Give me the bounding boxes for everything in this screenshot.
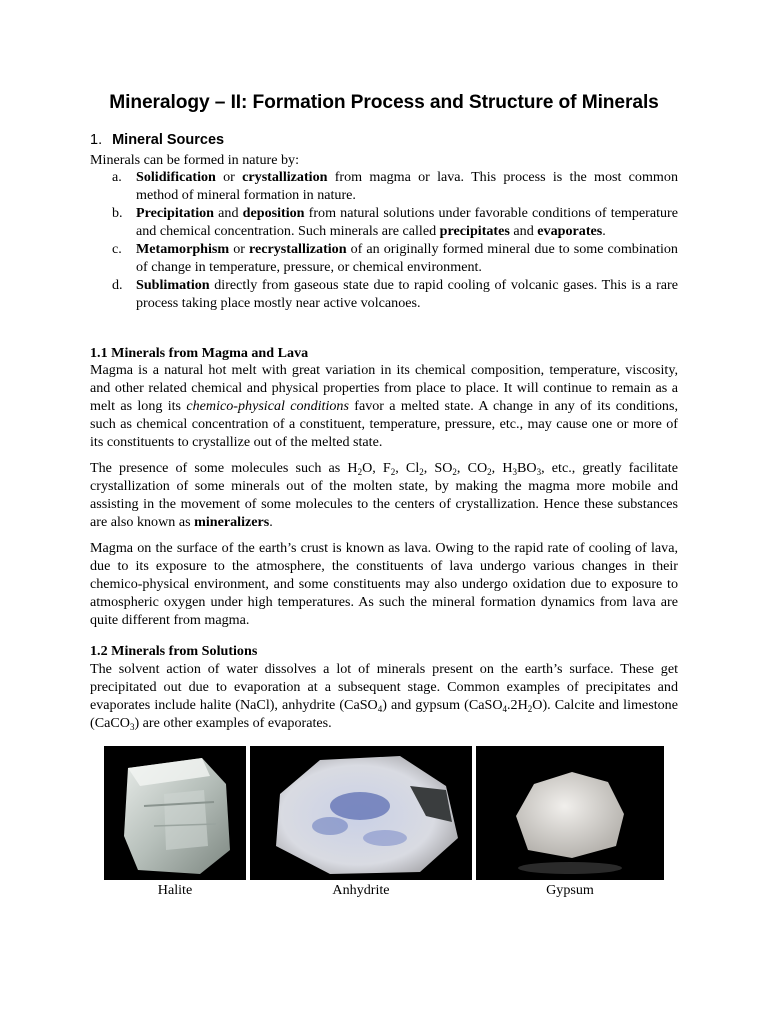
text-run: and	[214, 205, 243, 221]
list-item	[90, 276, 678, 312]
list-item	[90, 240, 678, 276]
bold-term: mineralizers	[194, 514, 270, 530]
subscript: 2	[452, 467, 457, 477]
subscript: 2	[527, 704, 533, 714]
text-run: of an originally formed mineral due to some combination of change in temperature, pressure, or chemical environment.	[136, 241, 678, 275]
text-run: and	[509, 223, 538, 239]
text-run: ) and gypsum (CaSO	[382, 697, 503, 713]
section-1-2-paragraph-1	[90, 660, 678, 732]
gypsum-caption: Gypsum	[546, 882, 594, 898]
section-1-heading	[90, 132, 224, 148]
bold-term: crystallization	[242, 169, 328, 185]
bold-term: Sublimation	[136, 277, 210, 293]
text-run: O). Calcite and limestone (CaCO	[90, 697, 678, 731]
list-item-text	[136, 205, 678, 239]
bold-term: evaporates	[537, 223, 603, 239]
text-run: or	[229, 241, 249, 257]
bold-term: Metamorphism	[136, 241, 230, 257]
halite-photo	[104, 746, 246, 880]
list-item	[90, 204, 678, 240]
text-run: , SO	[423, 460, 453, 476]
subscript: 3	[129, 722, 135, 732]
section-1-1-paragraph-2	[90, 459, 678, 531]
subscript: 2	[419, 467, 424, 477]
gypsum-photo	[476, 746, 664, 880]
list-marker: c.	[112, 241, 122, 257]
list-marker: b.	[112, 205, 123, 221]
anhydrite-caption: Anhydrite	[332, 882, 390, 898]
text-run: Magma is a natural hot melt with great variation in its chemical composition, temperature, viscosity, and other related chemical and physical properties from place to place. It will continue to remain as a melt as long its	[90, 362, 678, 414]
list-item-text	[136, 277, 678, 311]
list-item-text	[136, 169, 678, 203]
section-1-title: Mineral Sources	[112, 132, 225, 148]
text-run: Magma on the surface of the earth’s crust is known as lava. Owing to the rapid rate of cooling of lava, due to its exposure to the atmosphere, the constituents of lava undergo various changes in their chemico-physical environment, and some constituents may also undergo oxidation due to exposure to atmospheric oxygen under high temperatures. As such the mineral formation dynamics from lava are quite different from magma.	[90, 540, 678, 628]
anhydrite-photo	[250, 746, 472, 880]
bold-term: precipitates	[439, 223, 510, 239]
bold-term: recrystallization	[248, 241, 347, 257]
text-run: , H	[491, 460, 513, 476]
subscript: 3	[536, 467, 542, 477]
text-run: from magma or lava. This process is the most common method of mineral formation in nature.	[136, 169, 678, 203]
subscript: 4	[377, 704, 383, 714]
text-run: The presence of some molecules such as H	[90, 460, 358, 476]
text-run: from natural solutions under favorable conditions of temperature and chemical concentration. Such minerals are called	[136, 205, 678, 239]
text-run: .	[269, 514, 273, 530]
text-run: The solvent action of water dissolves a lot of minerals present on the earth’s surface. These get precipitated out due to evaporation at a subsequent stage. Common examples of precipitates and evaporates include halite (NaCl), anhydrite (CaSO	[90, 661, 678, 713]
section-1-intro: Minerals can be formed in nature by:	[90, 152, 299, 168]
text-run: ) are other examples of evaporates.	[134, 715, 332, 731]
text-run: .2H	[507, 697, 528, 713]
section-1-1-heading: 1.1 Minerals from Magma and Lava	[90, 345, 309, 361]
section-1-2-heading: 1.2 Minerals from Solutions	[90, 643, 258, 659]
subscript: 4	[502, 704, 508, 714]
list-marker: a.	[112, 169, 122, 185]
section-1-1-paragraph-3	[90, 539, 678, 629]
text-run: BO	[517, 460, 537, 476]
subscript: 2	[487, 467, 492, 477]
bold-term: deposition	[242, 205, 305, 221]
section-1-1-paragraph-1	[90, 361, 678, 451]
text-run: favor a melted state. A change in any of its conditions, such as chemical concentration of a constituent, temperature, pressure, etc., may cause one or more of its constituents to crystallize out of the melted state.	[90, 398, 678, 450]
bold-term: Precipitation	[136, 205, 215, 221]
halite-caption: Halite	[157, 882, 193, 898]
text-run: , etc., greatly facilitate crystallization of some minerals out of the molten state, by making the magma more mobile and assisting in the movement of some molecules to the centers of crystallization. Hence these substances are also known as	[90, 460, 678, 530]
list-item	[90, 168, 678, 204]
italic-term: chemico-physical conditions	[186, 398, 349, 414]
subscript: 2	[390, 467, 396, 477]
subscript: 2	[357, 467, 363, 477]
text-run: , CO	[456, 460, 488, 476]
page-title: Mineralogy – II: Formation Process and Structure of Minerals	[109, 92, 659, 113]
text-run: O, F	[362, 460, 391, 476]
mineral-sources-list	[90, 168, 678, 312]
text-run: , Cl	[395, 460, 420, 476]
section-1-number: 1.	[90, 132, 103, 148]
text-run: or	[215, 169, 243, 185]
list-item-text	[136, 241, 678, 275]
text-run: .	[602, 223, 606, 239]
text-run: directly from gaseous state due to rapid cooling of volcanic gases. This is a rare process taking place mostly near active volcanoes.	[136, 277, 678, 311]
list-marker: d.	[112, 277, 123, 293]
subscript: 3	[512, 467, 518, 477]
bold-term: Solidification	[136, 169, 216, 185]
